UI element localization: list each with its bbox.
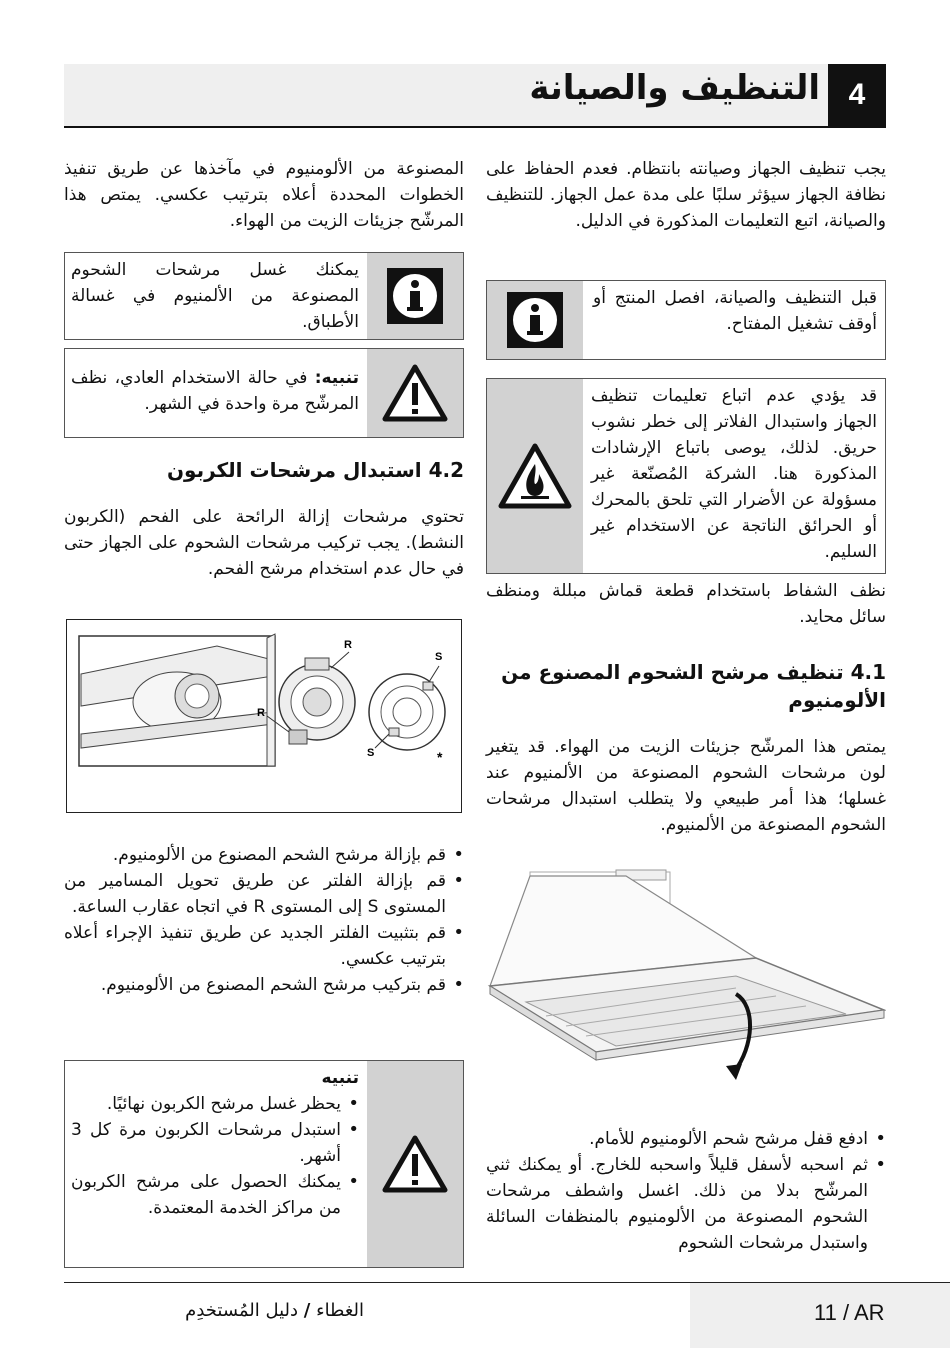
section-41-paragraph: يمتص هذا المرشّح جزيئات الزيت من الهواء. قد يتغير لون مرشحات الشحوم المصنوعة من الألمنيوم عند غسلها؛ هذا أمر طبيعي ولا يتطلب استبدال مرشحات الشحوم المصنوعة من الألمنيوم.: [486, 737, 886, 835]
fire-warning-text: قد يؤدي عدم اتباع تعليمات تنظيف الجهاز واستبدال الفلاتر إلى خطر نشوب حريق. لذلك، يوصى باتباع الإرشادات المذكورة هنا. الشركة المُصنّعة غير مسؤولة عن الأضرار التي تلحق بالمحرك أو الحرائق الناتجة عن الاستخدام غير السليم.: [591, 386, 877, 562]
warning-box-monthly: [64, 348, 464, 438]
footer-brand: الغطاء: [316, 1300, 364, 1321]
hood-filter-illustration: [486, 866, 886, 1096]
info-icon-container: [487, 281, 583, 359]
warning-text: في حالة الاستخدام العادي، نظف المرشّح مرة واحدة في الشهر.: [71, 368, 359, 414]
list-item: • ادفع قفل مرشح شحم الألومنيوم للأمام.: [486, 1126, 886, 1152]
fire-hazard-icon: [497, 442, 573, 510]
warning-box-monthly-text: [71, 365, 359, 417]
info-box-unplug: [486, 280, 886, 360]
list-item: • يمكنك الحصول على مرشح الكربون من مراكز الخدمة المعتمدة.: [71, 1169, 359, 1221]
list-item: • قم بتثبيت الفلتر الجديد عن طريق تنفيذ الإجراء أعلاه بترتيب عكسي.: [64, 920, 464, 972]
info-icon: [506, 291, 564, 349]
caution-icon-container: [367, 1061, 463, 1267]
fire-warning-box: [486, 378, 886, 574]
caution-title: تنبيه: [321, 1068, 359, 1088]
info-box-text: قبل التنظيف والصيانة، افصل المنتج أو أوقف تشغيل المفتاح.: [593, 288, 877, 334]
list-item: • يحظر غسل مرشح الكربون نهائيًا.: [71, 1091, 359, 1117]
list-item: • ثم اسحبه لأسفل قليلاً واسحبه للخارج. أو يمكنك ثني المرشّح بدلا من ذلك. اغسل واشطف مرشحات الشحوم المصنوعة من الألومنيوم بالمنظفات السائلة واستبدل مرشحات الشحوم: [486, 1152, 886, 1256]
chapter-title: التنظيف والصيانة: [529, 68, 820, 108]
right-bullet-list: [486, 1126, 886, 1256]
footer-doc-name: دليل المُستخدِم: [185, 1300, 299, 1321]
info-icon-container-2: [367, 253, 463, 339]
section-42-paragraph: تحتوي مرشحات إزالة الرائحة على الفحم (الكربون النشط). يجب تركيب مرشحات الشحوم على الجهاز حتى في حال عدم استخدام مرشح الفحم.: [64, 507, 464, 579]
info-box-dishwasher-text: يمكنك غسل مرشحات الشحوم المصنوعة من الألمنيوم في غسالة الأطباق.: [71, 260, 359, 332]
figure-label-asterisk: *: [437, 749, 443, 765]
footer-doc-title: [64, 1300, 364, 1321]
figure-label-s-top: S: [435, 651, 443, 663]
carbon-filter-figure: [66, 619, 462, 813]
figure-label-s-bottom: S: [367, 747, 375, 759]
warning-icon-container: [367, 349, 463, 437]
chapter-number: 4: [828, 64, 886, 126]
footer-separator: /: [303, 1300, 311, 1321]
list-item: • استبدل مرشحات الكربون مرة كل 3 أشهر.: [71, 1117, 359, 1169]
list-item: • قم بتركيب مرشح الشحم المصنوع من الألومنيوم.: [64, 972, 464, 998]
figure-label-r-left: R: [257, 707, 265, 719]
left-bullet-list: [64, 842, 464, 998]
caution-box-carbon: [64, 1060, 464, 1268]
caution-content: [71, 1065, 359, 1221]
list-item: • قم بإزالة الفلتر عن طريق تحويل المسامير من المستوى S إلى المستوى R في اتجاه عقارب الساعة.: [64, 868, 464, 920]
info-box-dishwasher: [64, 252, 464, 340]
warning-icon: [381, 363, 449, 423]
clean-paragraph: نظف الشفاط باستخدام قطعة قماش مبللة ومنظف سائل محايد.: [486, 581, 886, 627]
warning-icon: [381, 1134, 449, 1194]
section-42-title: 4.2 استبدال مرشحات الكربون: [166, 458, 464, 482]
section-41-title: 4.1 تنظيف مرشح الشحوم المصنوع من الألومنيوم: [501, 660, 886, 712]
list-item: • قم بإزالة مرشح الشحم المصنوع من الألومنيوم.: [64, 842, 464, 868]
fire-icon-container: [487, 379, 583, 573]
continued-paragraph: المصنوعة من الألومنيوم في مآخذها عن طريق تنفيذ الخطوات المحددة أعلاه بترتيب عكسي. يمتص هذا المرشّح جزيئات الزيت من الهواء.: [64, 159, 464, 231]
carbon-filter-drawing: [67, 620, 460, 811]
warning-label: تنبيه:: [314, 368, 359, 388]
info-icon: [386, 267, 444, 325]
intro-paragraph: يجب تنظيف الجهاز وصيانته بانتظام. فعدم الحفاظ على نظافة الجهاز سيؤثر سلبًا على مدة عمل الجهاز. للتنظيف والصيانة، اتبع التعليمات المذكورة في الدليل.: [486, 159, 886, 231]
chapter-header: [64, 64, 886, 128]
figure-label-r-top: R: [344, 639, 352, 651]
page-number: 11 / AR: [814, 1300, 885, 1325]
